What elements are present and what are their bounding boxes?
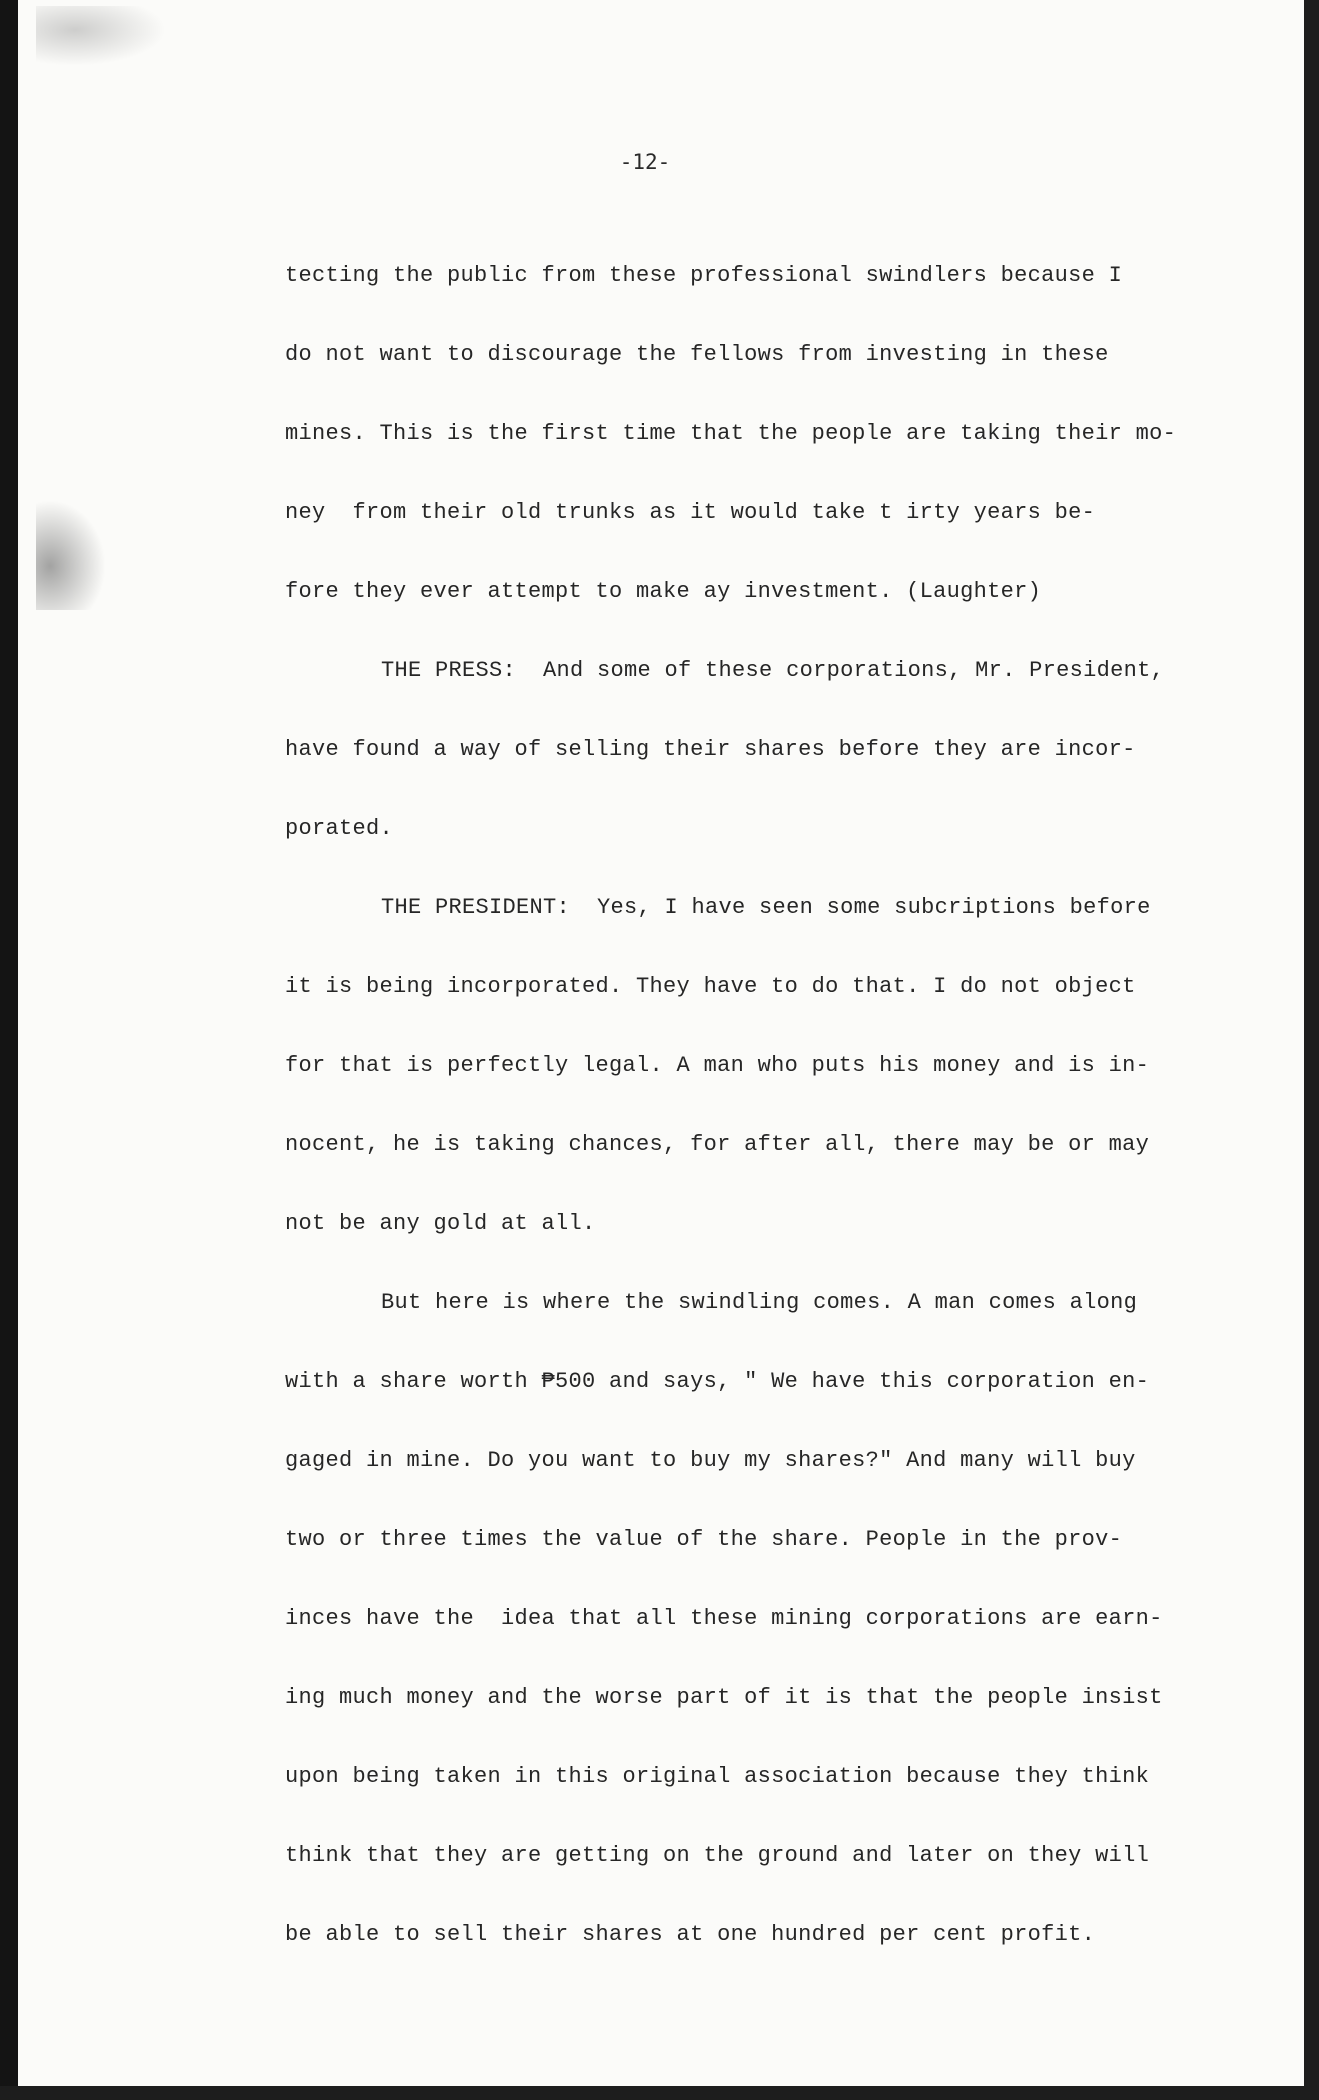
text-line: gaged in mine. Do you want to buy my shares?" And many will buy (285, 1448, 1136, 1473)
scan-smudge (36, 500, 106, 610)
scan-edge-bottom (0, 2086, 1319, 2100)
text-line: inces have the idea that all these mining corporations are earn- (285, 1606, 1163, 1631)
text-line: not be any gold at all. (285, 1211, 596, 1236)
text-line: think that they are getting on the ground and later on they will (285, 1843, 1150, 1868)
text-line: mines. This is the first time that the people are taking their mo- (285, 421, 1177, 446)
text-line: porated. (285, 816, 394, 841)
transcript-body (285, 248, 1177, 1986)
scan-edge-right (1304, 0, 1319, 2100)
text-line: two or three times the value of the share. People in the prov- (285, 1527, 1123, 1552)
text-line: be able to sell their shares at one hundred per cent profit. (285, 1922, 1096, 1947)
scan-smudge (36, 6, 166, 66)
text-line: it is being incorporated. They have to do that. I do not object (285, 974, 1136, 999)
speaker-paragraph-line: THE PRESIDENT: Yes, I have seen some subcriptions before (381, 895, 1151, 920)
text-line: ing much money and the worse part of it is that the people insist (285, 1685, 1163, 1710)
text-line: fore they ever attempt to make ay investment. (Laughter) (285, 579, 1042, 604)
speaker-paragraph-line: THE PRESS: And some of these corporations, Mr. President, (381, 658, 1165, 683)
page-number: -12- (619, 150, 671, 174)
text-line: ney from their old trunks as it would take t irty years be- (285, 500, 1096, 525)
text-line: with a share worth ₱500 and says, " We have this corporation en- (285, 1369, 1150, 1394)
text-line: for that is perfectly legal. A man who puts his money and is in- (285, 1053, 1150, 1078)
text-line: have found a way of selling their shares before they are incor- (285, 737, 1136, 762)
text-line: do not want to discourage the fellows from investing in these (285, 342, 1109, 367)
text-line: tecting the public from these professional swindlers because I (285, 263, 1123, 288)
text-line: upon being taken in this original association because they think (285, 1764, 1150, 1789)
paragraph-start-line: But here is where the swindling comes. A man comes along (381, 1290, 1138, 1315)
text-line: nocent, he is taking chances, for after all, there may be or may (285, 1132, 1150, 1157)
